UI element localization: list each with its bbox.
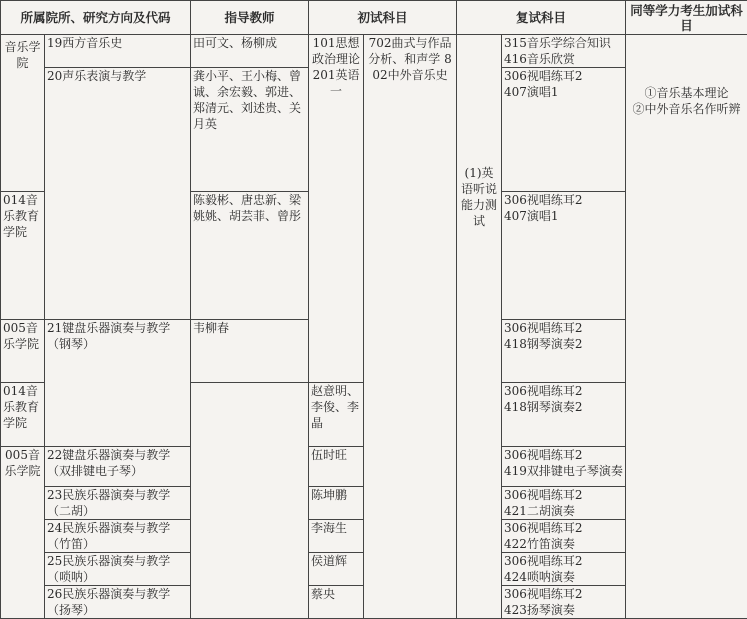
retest-20a-2: 407演唱1: [504, 84, 623, 100]
college-music: 音乐学院: [1, 35, 45, 192]
retest-24: [502, 520, 626, 553]
direction-21: 21键盘乐器演奏与教学（钢琴）: [45, 320, 191, 447]
advisor-23: 陈坤鹏: [309, 487, 364, 520]
retest-20b: [502, 192, 626, 320]
retest-20b-2: 407演唱1: [504, 208, 623, 224]
initial-major: 702曲式与作品分析、和声学 802中外音乐史: [364, 35, 457, 619]
retest-22-2: 419双排键电子琴演奏: [504, 463, 623, 479]
retest-23: [502, 487, 626, 520]
retest-23-1: 306视唱练耳2: [504, 487, 623, 503]
direction-25: 25民族乐器演奏与教学（唢呐）: [45, 553, 191, 586]
retest-25: [502, 553, 626, 586]
direction-23: 23民族乐器演奏与教学（二胡）: [45, 487, 191, 520]
retest-19-2: 416音乐欣赏: [504, 51, 623, 67]
advisor-21b: 赵意明、李俊、李晶: [309, 383, 364, 447]
retest-21b-1: 306视唱练耳2: [504, 383, 623, 399]
advisor-22: 伍时旺: [309, 447, 364, 487]
retest-21a: [502, 320, 626, 383]
retest-26-1: 306视唱练耳2: [504, 586, 623, 602]
retest-24-1: 306视唱练耳2: [504, 520, 623, 536]
direction-24: 24民族乐器演奏与教学（竹笛）: [45, 520, 191, 553]
retest-20a: [502, 68, 626, 192]
header-retest: 复试科目: [457, 1, 626, 35]
equivalent-2: ②中外音乐名作听辨: [628, 101, 745, 117]
advisor-25: 侯道辉: [309, 553, 364, 586]
header-advisor: 指导教师: [191, 1, 309, 35]
direction-22: 22键盘乐器演奏与教学（双排键电子琴）: [45, 447, 191, 487]
retest-21a-1: 306视唱练耳2: [504, 320, 623, 336]
retest-26: [502, 586, 626, 619]
college-014-a: 014音乐教育学院: [1, 192, 45, 320]
initial-empty: [191, 383, 309, 619]
advisor-21a: 韦柳春: [191, 320, 309, 383]
retest-21b: [502, 383, 626, 447]
college-005-b: 005音乐学院: [1, 447, 45, 619]
retest-26-2: 423扬琴演奏: [504, 602, 623, 618]
initial-politics-english: 101思想政治理论 201英语一: [309, 35, 364, 383]
advisor-20b: 陈毅彬、唐忠新、梁姚姚、胡芸菲、曾彤: [191, 192, 309, 320]
retest-20a-1: 306视唱练耳2: [504, 68, 623, 84]
equivalent-1: ①音乐基本理论: [628, 85, 745, 101]
header-initial: 初试科目: [309, 1, 457, 35]
retest-english-listening: (1)英语听说能力测试: [457, 35, 502, 619]
header-equivalent: 同等学力考生加试科目: [626, 1, 747, 35]
retest-25-1: 306视唱练耳2: [504, 553, 623, 569]
direction-26: 26民族乐器演奏与教学（扬琴）: [45, 586, 191, 619]
retest-23-2: 421二胡演奏: [504, 503, 623, 519]
advisor-26: 蔡央: [309, 586, 364, 619]
retest-22: [502, 447, 626, 487]
direction-19: 19西方音乐史: [45, 35, 191, 68]
retest-20b-1: 306视唱练耳2: [504, 192, 623, 208]
college-005-a: 005音乐学院: [1, 320, 45, 383]
advisor-24: 李海生: [309, 520, 364, 553]
equivalent-subjects: [626, 35, 747, 619]
direction-20: 20声乐表演与教学: [45, 68, 191, 320]
retest-21b-2: 418钢琴演奏2: [504, 399, 623, 415]
header-row: [1, 1, 747, 35]
college-014-b: 014音乐教育学院: [1, 383, 45, 447]
advisor-19: 田可文、杨柳成: [191, 35, 309, 68]
advisor-20a: 龚小平、王小梅、曾诚、余宏毅、郭进、郑清元、刘述贵、关月英: [191, 68, 309, 192]
retest-21a-2: 418钢琴演奏2: [504, 336, 623, 352]
retest-19: [502, 35, 626, 68]
retest-19-1: 315音乐学综合知识: [504, 35, 623, 51]
table-row: [1, 35, 747, 68]
retest-24-2: 422竹笛演奏: [504, 536, 623, 552]
retest-25-2: 424唢呐演奏: [504, 569, 623, 585]
retest-22-1: 306视唱练耳2: [504, 447, 623, 463]
header-college-direction: 所属院所、研究方向及代码: [1, 1, 191, 35]
